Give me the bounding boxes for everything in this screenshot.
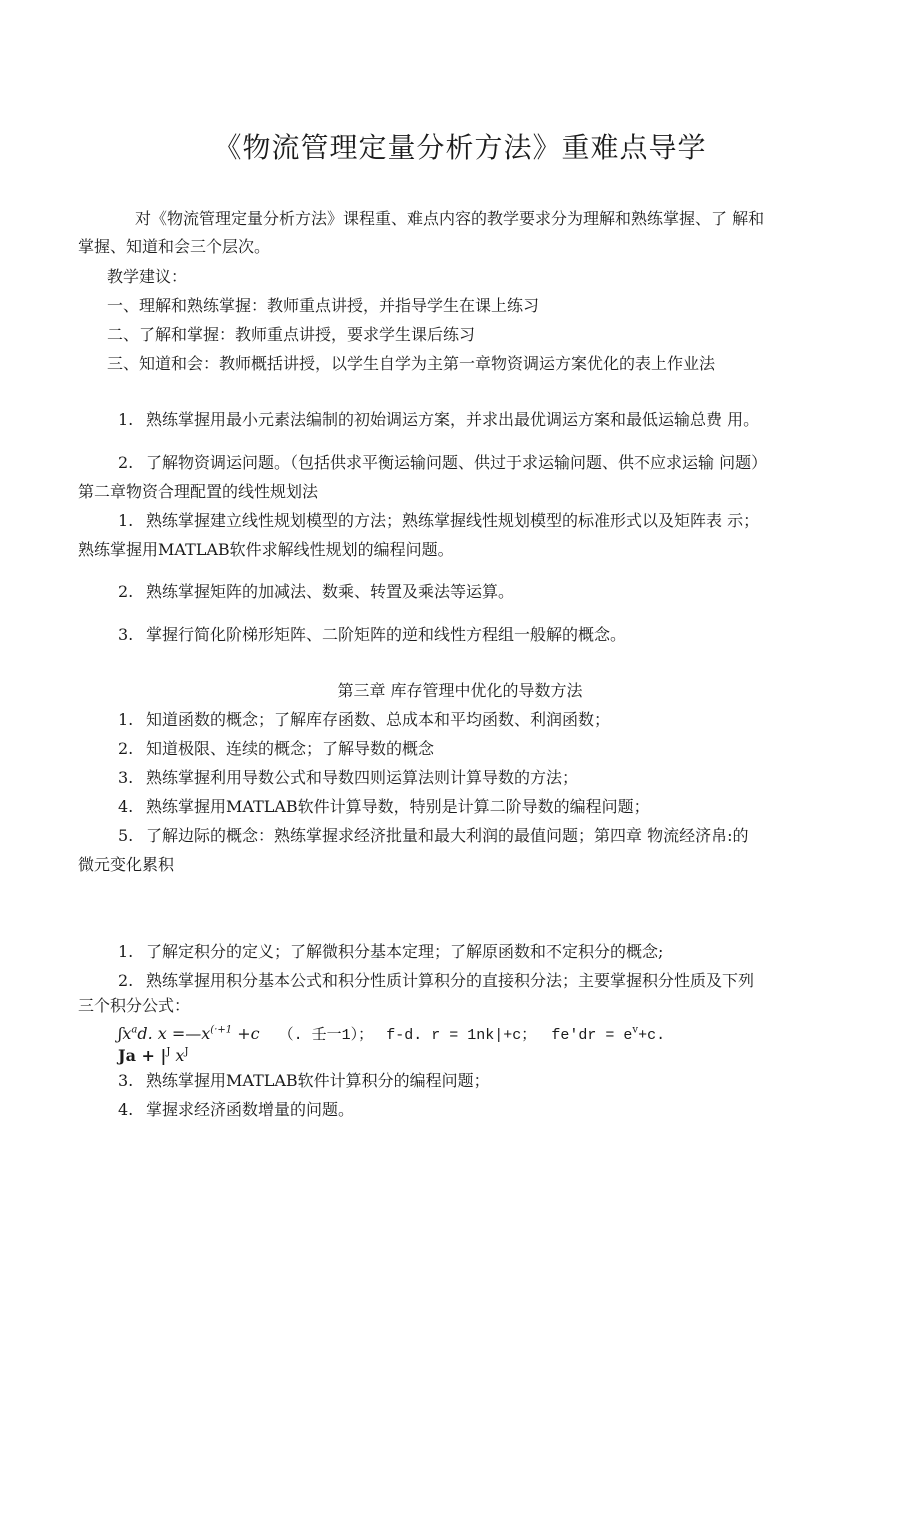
- formula-sup: v: [632, 1024, 639, 1036]
- formula-part: f-d. r = 1nk|+c；: [386, 1027, 537, 1044]
- item-number: 5.: [118, 826, 134, 845]
- item-text: 熟练掌握用积分基本公式和积分性质计算积分的直接积分法；主要掌握积分性质及下列: [146, 971, 755, 990]
- item-text: 掌握求经济函数增量的问题。: [146, 1100, 355, 1119]
- item-number: 2.: [118, 971, 134, 990]
- item-text: 熟练掌握矩阵的加减法、数乘、转置及乘法等运算。: [146, 582, 515, 601]
- formula-sup: J: [184, 1046, 189, 1058]
- item-number: 3.: [118, 768, 134, 787]
- item-text: 了解边际的概念：熟练掌握求经济批量和最大利润的最值问题；第四章 物流经济帛:的: [146, 826, 749, 845]
- ch3-item-5: [118, 826, 748, 846]
- advice-item-2: 二、了解和掌握：教师重点讲授，要求学生课后练习: [107, 325, 476, 344]
- item-number: 3.: [118, 1071, 134, 1090]
- ch4-item-2-cont: 三个积分公式：: [78, 996, 191, 1015]
- intro-line-1: 对《物流管理定量分析方法》课程重、难点内容的教学要求分为理解和熟练掌握、了 解和: [135, 209, 765, 228]
- item-number: 1.: [118, 710, 134, 729]
- integral-formulas-line-1: [118, 1024, 665, 1046]
- ch1-item-1: [118, 410, 759, 430]
- ch2-item-1: [118, 511, 759, 531]
- item-number: 2.: [118, 739, 134, 758]
- ch3-title: 第三章 库存管理中优化的导数方法: [337, 681, 583, 700]
- integral-formulas-line-2: [118, 1046, 188, 1066]
- formula-sup: J: [166, 1046, 171, 1058]
- intro-line-2: 掌握、知道和会三个层次。: [78, 237, 271, 256]
- item-number: 1.: [118, 410, 134, 429]
- advice-heading: 教学建议：: [107, 267, 188, 286]
- item-text: 了解物资调运问题。（包括供求平衡运输问题、供过于求运输问题、供不应求运输 问题）: [146, 453, 768, 472]
- formula-part: +c.: [638, 1027, 666, 1044]
- ch3-item-5-cont: 微元变化累积: [78, 855, 175, 874]
- ch3-item-3: [118, 768, 578, 788]
- item-text: 熟练掌握用MATLAB软件计算导数，特别是计算二阶导数的编程问题；: [146, 797, 650, 816]
- item-number: 2.: [118, 582, 134, 601]
- ch3-item-1: [118, 710, 610, 730]
- item-text: 熟练掌握用MATLAB软件计算积分的编程问题；: [146, 1071, 490, 1090]
- item-number: 1.: [118, 942, 134, 961]
- formula-part: +c: [232, 1024, 260, 1043]
- item-number: 4.: [118, 797, 134, 816]
- item-number: 1.: [118, 511, 134, 530]
- formula-sup: (·+1: [210, 1024, 233, 1036]
- item-text: 熟练掌握用最小元素法编制的初始调运方案，并求出最优调运方案和最低运输总费 用。: [146, 410, 760, 429]
- ch2-item-3: [118, 625, 626, 645]
- item-text: 了解定积分的定义；了解微积分基本定理；了解原函数和不定积分的概念;: [146, 942, 664, 961]
- item-number: 3.: [118, 625, 134, 644]
- ch2-item-1-cont: 熟练掌握用MATLAB软件求解线性规划的编程问题。: [78, 540, 454, 559]
- ch2-title: 第二章物资合理配置的线性规划法: [78, 482, 319, 501]
- item-number: 4.: [118, 1100, 134, 1119]
- formula-part: d. x =—x: [137, 1024, 211, 1043]
- item-number: 2.: [118, 453, 134, 472]
- ch1-item-2: [118, 453, 767, 473]
- ch3-item-2: [118, 739, 434, 759]
- ch4-item-2: [118, 971, 754, 991]
- formula-sup: a: [131, 1024, 138, 1036]
- ch4-item-4: [118, 1100, 354, 1120]
- ch3-item-4: [118, 797, 650, 817]
- page-title: 《物流管理定量分析方法》重难点导学: [213, 131, 707, 164]
- formula-part: Jа + |: [118, 1046, 167, 1065]
- formula-part: x: [170, 1046, 185, 1065]
- item-text: 知道极限、连续的概念；了解导数的概念: [146, 739, 435, 758]
- item-text: 掌握行简化阶梯形矩阵、二阶矩阵的逆和线性方程组一般解的概念。: [146, 625, 627, 644]
- formula-part: ʃx: [118, 1024, 132, 1043]
- item-text: 熟练掌握利用导数公式和导数四则运算法则计算导数的方法；: [146, 768, 579, 787]
- ch2-item-2: [118, 582, 514, 602]
- formula-part: （. 壬一1）；: [278, 1027, 374, 1044]
- ch4-item-1: [118, 942, 663, 962]
- advice-item-1: 一、理解和熟练掌握：教师重点讲授，并指导学生在课上练习: [107, 296, 540, 315]
- item-text: 知道函数的概念；了解库存函数、总成本和平均函数、利润函数；: [146, 710, 611, 729]
- advice-item-3: 三、知道和会：教师概括讲授，以学生自学为主第一章物资调运方案优化的表上作业法: [107, 354, 716, 373]
- item-text: 熟练掌握建立线性规划模型的方法；熟练掌握线性规划模型的标准形式以及矩阵表 示；: [146, 511, 760, 530]
- formula-part: fe'dr = e: [551, 1027, 633, 1044]
- ch4-item-3: [118, 1071, 490, 1091]
